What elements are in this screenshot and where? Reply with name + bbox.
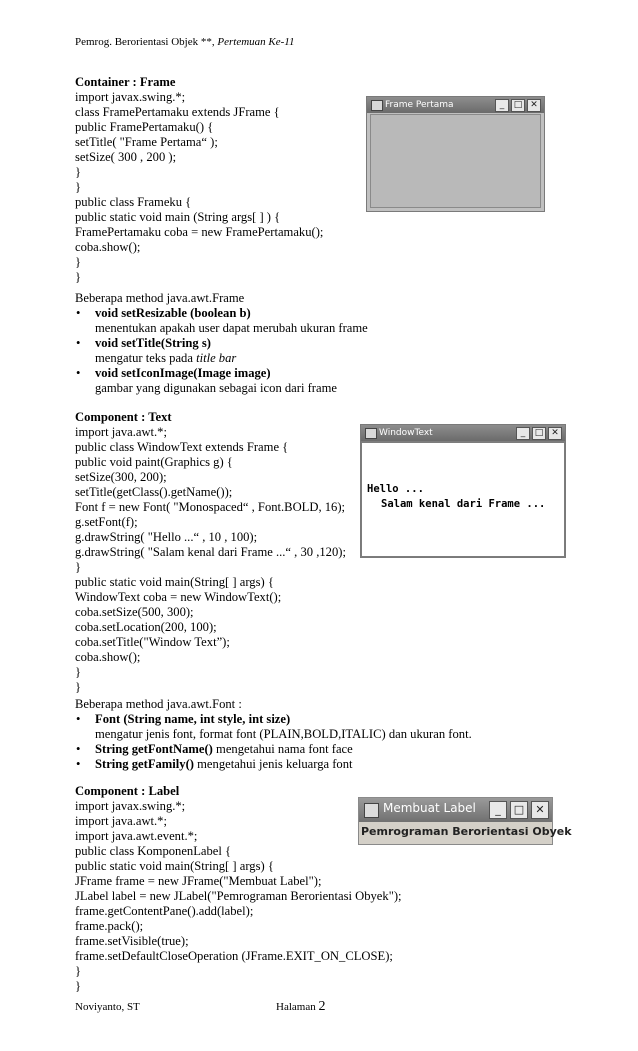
code-line: JLabel label = new JLabel("Pemrograman Berorientasi Obyek"); [75, 889, 402, 903]
code-line: public FramePertamaku() { [75, 120, 214, 134]
section-text-title: Component : Text [75, 410, 172, 424]
footer-author: Noviyanto, ST [75, 1001, 140, 1013]
code-line: coba.setLocation(200, 100); [75, 620, 217, 634]
section-label-title: Component : Label [75, 784, 180, 798]
bullet-icon: • [76, 712, 81, 726]
code-line: setTitle(getClass().getName()); [75, 485, 233, 499]
code-line: frame.getContentPane().add(label); [75, 904, 254, 918]
close-icon[interactable]: ✕ [527, 99, 541, 112]
code-line: import javax.swing.*; [75, 799, 186, 813]
code-line: } [75, 255, 82, 269]
code-line: setTitle( "Frame Pertama“ ); [75, 135, 218, 149]
code-line: coba.setTitle("Window Text”); [75, 635, 230, 649]
code-line: } [75, 665, 82, 679]
font-methods-title: Beberapa method java.awt.Font : [75, 697, 242, 711]
window-title: Frame Pertama [385, 100, 454, 110]
maximize-icon[interactable]: □ [532, 427, 546, 440]
code-line: JFrame frame = new JFrame("Membuat Label"); [75, 874, 322, 888]
code-line: class FramePertamaku extends JFrame { [75, 105, 280, 119]
code-line: } [75, 165, 82, 179]
minimize-icon[interactable]: _ [489, 801, 507, 819]
code-line: } [75, 270, 82, 284]
method-description: mengatur teks pada title bar [95, 351, 237, 365]
code-line: public static void main(String[ ] args) { [75, 575, 274, 589]
window-title: WindowText [379, 428, 433, 438]
method-item: String getFontName() mengetahui nama font face [95, 742, 353, 756]
method-signature: void setTitle(String s) [95, 336, 211, 350]
bullet-icon: • [76, 306, 81, 320]
java-cup-icon [364, 803, 379, 818]
bullet-icon: • [76, 366, 81, 380]
windowtext-window [360, 424, 566, 558]
code-line: FramePertamaku coba = new FramePertamaku(); [75, 225, 324, 239]
close-icon[interactable]: ✕ [531, 801, 549, 819]
hello-text: Hello ... [367, 483, 424, 495]
code-line: } [75, 979, 82, 993]
bullet-icon: • [76, 742, 81, 756]
maximize-icon[interactable]: □ [511, 99, 525, 112]
method-signature: void setIconImage(Image image) [95, 366, 271, 380]
code-line: WindowText coba = new WindowText(); [75, 590, 282, 604]
page-header [75, 36, 294, 48]
code-line: coba.show(); [75, 650, 141, 664]
code-line: } [75, 180, 82, 194]
minimize-icon[interactable]: _ [516, 427, 530, 440]
frame-methods-title: Beberapa method java.awt.Frame [75, 291, 245, 305]
header-meeting: Pertemuan Ke-11 [217, 36, 295, 48]
maximize-icon[interactable]: □ [510, 801, 528, 819]
code-line: import java.awt.*; [75, 425, 167, 439]
window-content [370, 114, 541, 208]
header-text: Pemrog. Berorientasi Objek **, [75, 36, 218, 48]
code-line: Font f = new Font( "Monospaced“ , Font.BOLD, 16); [75, 500, 346, 514]
footer-page: Halaman 2 [276, 999, 326, 1014]
java-cup-icon [365, 428, 377, 439]
code-line: setSize( 300 , 200 ); [75, 150, 177, 164]
bullet-icon: • [76, 757, 81, 771]
method-signature: Font (String name, int style, int size) [95, 712, 291, 726]
code-line: frame.setDefaultCloseOperation (JFrame.EXIT_ON_CLOSE); [75, 949, 393, 963]
code-line: public void paint(Graphics g) { [75, 455, 233, 469]
method-item: String getFamily() mengetahui jenis keluarga font [95, 757, 353, 771]
code-line: import java.awt.event.*; [75, 829, 198, 843]
code-line: public class Frameku { [75, 195, 192, 209]
code-line: public class KomponenLabel { [75, 844, 232, 858]
method-description: gambar yang digunakan sebagai icon dari frame [95, 381, 337, 395]
code-line: } [75, 560, 82, 574]
code-line: coba.setSize(500, 300); [75, 605, 194, 619]
bullet-icon: • [76, 336, 81, 350]
window-content [362, 443, 564, 556]
code-line: } [75, 680, 82, 694]
frame-pertama-window [366, 96, 545, 212]
code-line: coba.show(); [75, 240, 141, 254]
close-icon[interactable]: ✕ [548, 427, 562, 440]
method-description: menentukan apakah user dapat merubah ukuran frame [95, 321, 368, 335]
code-line: public static void main(String[ ] args) { [75, 859, 274, 873]
minimize-icon[interactable]: _ [495, 99, 509, 112]
code-line: frame.pack(); [75, 919, 144, 933]
code-line: g.drawString( "Salam kenal dari Frame ...“ , 30 ,120); [75, 545, 346, 559]
code-line: g.setFont(f); [75, 515, 138, 529]
code-line: setSize(300, 200); [75, 470, 167, 484]
window-title: Membuat Label [383, 801, 476, 815]
label-text: Pemrograman Berorientasi Obyek [361, 825, 572, 838]
method-description: mengatur jenis font, format font (PLAIN,BOLD,ITALIC) dan ukuran font. [95, 727, 472, 741]
code-line: g.drawString( "Hello ...“ , 10 , 100); [75, 530, 258, 544]
window-titlebar [359, 798, 552, 822]
code-line: import java.awt.*; [75, 814, 167, 828]
code-line: frame.setVisible(true); [75, 934, 189, 948]
greeting-text: Salam kenal dari Frame ... [381, 498, 546, 510]
code-line: import javax.swing.*; [75, 90, 186, 104]
code-line: } [75, 964, 82, 978]
code-line: public static void main (String args[ ] ) { [75, 210, 281, 224]
method-signature: void setResizable (boolean b) [95, 306, 251, 320]
membuat-label-window [358, 797, 572, 845]
window-titlebar [361, 425, 565, 441]
section-frame-title: Container : Frame [75, 75, 176, 89]
java-cup-icon [371, 100, 383, 111]
window-titlebar [367, 97, 544, 113]
code-line: public class WindowText extends Frame { [75, 440, 289, 454]
